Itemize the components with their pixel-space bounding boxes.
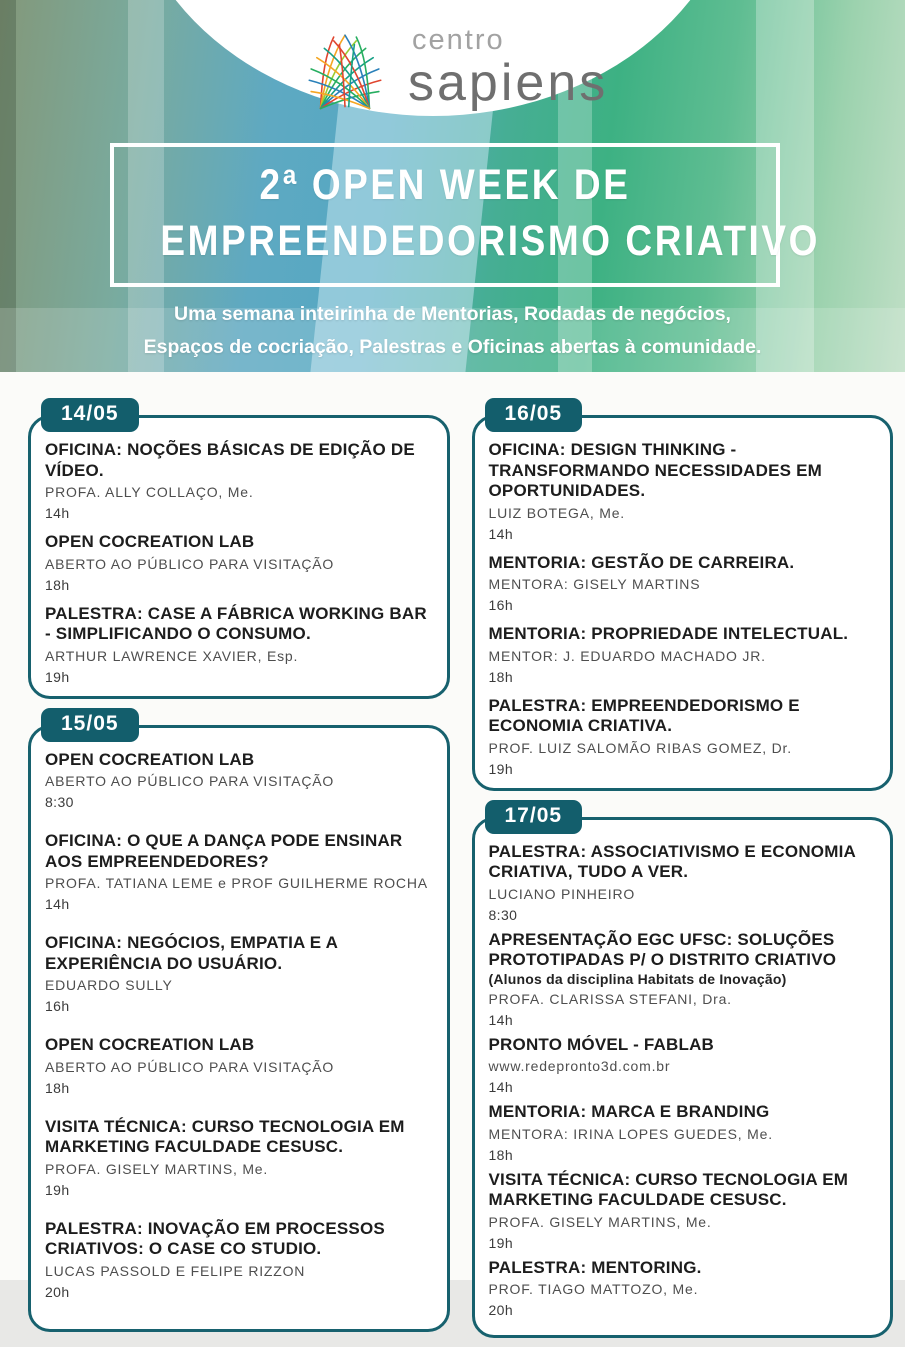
event-speaker: LUIZ BOTEGA, Me. <box>488 504 625 521</box>
event-speaker: PROFA. ALLY COLLAÇO, Me. <box>45 484 254 500</box>
event-speaker: MENTORA: IRINA LOPES GUEDES, Me. <box>488 1125 773 1142</box>
events-list <box>489 430 881 778</box>
event-title: OFICINA: DESIGN THINKING - TRANSFORMANDO NECESSIDADES EM OPORTUNIDADES. <box>488 440 823 500</box>
event-speaker: LUCIANO PINHEIRO <box>488 885 636 902</box>
event-time: 8:30 <box>45 794 74 810</box>
event <box>45 1035 437 1097</box>
event-speaker: LUCAS PASSOLD E FELIPE RIZZON <box>45 1262 306 1279</box>
event-title-line-1: 2ª OPEN WEEK DE <box>259 161 631 209</box>
logo-text <box>408 22 609 112</box>
event <box>489 1258 881 1320</box>
hero-subtitle-line-2: Espaços de cocriação, Palestras e Oficinas abertas à comunidade. <box>143 336 762 358</box>
event <box>489 440 881 543</box>
events-list <box>45 740 437 1301</box>
logo-wordmark-sapiens: sapiens <box>408 54 609 112</box>
event-speaker: PROFA. CLARISSA STEFANI, Dra. <box>488 990 732 1007</box>
date-tab: 14/05 <box>41 398 139 432</box>
logo-burst-icon <box>296 22 394 116</box>
event-speaker: PROFA. TATIANA LEME e PROF GUILHERME ROCHA <box>45 875 428 891</box>
event <box>489 1102 881 1164</box>
event-time: 14h <box>488 525 514 542</box>
event-time: 18h <box>488 1146 514 1163</box>
date-tab: 15/05 <box>41 708 139 742</box>
event-title: MENTORIA: MARCA E BRANDING <box>488 1102 770 1121</box>
event-speaker: EDUARDO SULLY <box>45 977 173 993</box>
day-card-14-05 <box>28 402 450 699</box>
event <box>45 604 437 686</box>
event <box>489 842 881 924</box>
event-title: PALESTRA: MENTORING. <box>488 1257 702 1277</box>
event <box>489 696 881 778</box>
event-speaker: ABERTO AO PÚBLICO PARA VISITAÇÃO <box>45 1058 335 1075</box>
event <box>489 553 881 615</box>
event <box>489 1170 881 1252</box>
events-list <box>45 430 437 686</box>
event <box>489 1035 881 1097</box>
event-time: 20h <box>45 1283 70 1300</box>
event <box>45 1117 437 1199</box>
logo <box>296 22 608 116</box>
event <box>489 930 881 1029</box>
event <box>45 440 437 522</box>
event-time: 14h <box>488 1011 514 1028</box>
event-speaker: www.redepronto3d.com.br <box>488 1058 671 1074</box>
hero-banner <box>0 0 905 372</box>
event-speaker: PROF. LUIZ SALOMÃO RIBAS GOMEZ, Dr. <box>488 739 792 756</box>
event <box>45 831 437 913</box>
event-time: 16h <box>488 597 514 613</box>
event <box>45 1219 437 1301</box>
day-card-15-05 <box>28 711 450 1332</box>
day-card-16-05 <box>472 402 894 791</box>
event-title: OPEN COCREATION LAB <box>45 1035 255 1054</box>
event <box>489 624 881 686</box>
event <box>45 750 437 812</box>
event-time: 18h <box>45 576 70 593</box>
logo-wordmark-centro: centro <box>412 24 505 56</box>
hero-subtitle <box>0 298 905 364</box>
event-title: APRESENTAÇÃO EGC UFSC: SOLUÇÕES PROTOTIPADAS P/ O DISTRITO CRIATIVO <box>488 929 837 969</box>
event-title: PRONTO MÓVEL - FABLAB <box>488 1034 715 1054</box>
title-box <box>110 143 820 287</box>
event <box>45 933 437 1015</box>
event-time: 14h <box>488 1079 514 1095</box>
event-title: PALESTRA: INOVAÇÃO EM PROCESSOS CRIATIVOS: O CASE CO STUDIO. <box>45 1218 385 1258</box>
event-note: (Alunos da disciplina Habitats de Inovação) <box>488 970 787 987</box>
schedule-column-right <box>472 398 894 1347</box>
event-speaker: ARTHUR LAWRENCE XAVIER, Esp. <box>45 647 299 664</box>
event-title: VISITA TÉCNICA: CURSO TECNOLOGIA EM MARKETING FACULDADE CESUSC. <box>45 1116 405 1156</box>
event-speaker: PROFA. GISELY MARTINS, Me. <box>488 1213 712 1230</box>
event-speaker: MENTOR: J. EDUARDO MACHADO JR. <box>488 647 766 664</box>
event-time: 8:30 <box>488 906 518 923</box>
event-speaker: PROF. TIAGO MATTOZO, Me. <box>488 1281 699 1297</box>
event-title: MENTORIA: GESTÃO DE CARREIRA. <box>488 552 795 572</box>
event-title: OFICINA: O QUE A DANÇA PODE ENSINAR AOS EMPREENDEDORES? <box>45 831 403 871</box>
event-time: 18h <box>488 668 514 685</box>
day-card-17-05 <box>472 803 894 1339</box>
event-title: PALESTRA: ASSOCIATIVISMO E ECONOMIA CRIATIVA, TUDO A VER. <box>488 841 856 881</box>
event-time: 14h <box>45 505 70 521</box>
event-time: 18h <box>45 1079 70 1096</box>
event-time: 19h <box>488 1234 514 1251</box>
date-tab: 16/05 <box>485 398 583 432</box>
event-title: OFICINA: NOÇÕES BÁSICAS DE EDIÇÃO DE VÍDEO. <box>45 440 415 480</box>
event-title: VISITA TÉCNICA: CURSO TECNOLOGIA EM MARKETING FACULDADE CESUSC. <box>488 1169 849 1209</box>
event-time: 19h <box>488 760 514 777</box>
hero-subtitle-line-1: Uma semana inteirinha de Mentorias, Rodadas de negócios, <box>174 303 731 325</box>
schedule <box>0 372 905 1347</box>
event-title: PALESTRA: CASE A FÁBRICA WORKING BAR - SIMPLIFICANDO O CONSUMO. <box>45 603 427 643</box>
event-time: 19h <box>45 668 70 685</box>
schedule-column-left <box>28 398 450 1347</box>
event-title: OFICINA: NEGÓCIOS, EMPATIA E A EXPERIÊNCIA DO USUÁRIO. <box>45 933 338 973</box>
event <box>45 532 437 594</box>
event-title: MENTORIA: PROPRIEDADE INTELECTUAL. <box>488 624 849 643</box>
events-list <box>489 832 881 1320</box>
event-speaker: PROFA. GISELY MARTINS, Me. <box>45 1160 269 1177</box>
event-title-line-2: EMPREENDEDORISMO CRIATIVO <box>160 217 820 265</box>
event-title: OPEN COCREATION LAB <box>45 749 255 769</box>
event-title: OPEN COCREATION LAB <box>45 532 255 551</box>
event-time: 14h <box>45 896 70 912</box>
event-time: 16h <box>45 998 70 1014</box>
event-title: PALESTRA: EMPREENDEDORISMO E ECONOMIA CRIATIVA. <box>488 695 800 735</box>
event-speaker: ABERTO AO PÚBLICO PARA VISITAÇÃO <box>45 773 335 789</box>
event-speaker: MENTORA: GISELY MARTINS <box>488 576 701 592</box>
event-time: 19h <box>45 1181 70 1198</box>
event-speaker: ABERTO AO PÚBLICO PARA VISITAÇÃO <box>45 555 335 572</box>
date-tab: 17/05 <box>485 800 583 834</box>
event-time: 20h <box>488 1302 514 1318</box>
